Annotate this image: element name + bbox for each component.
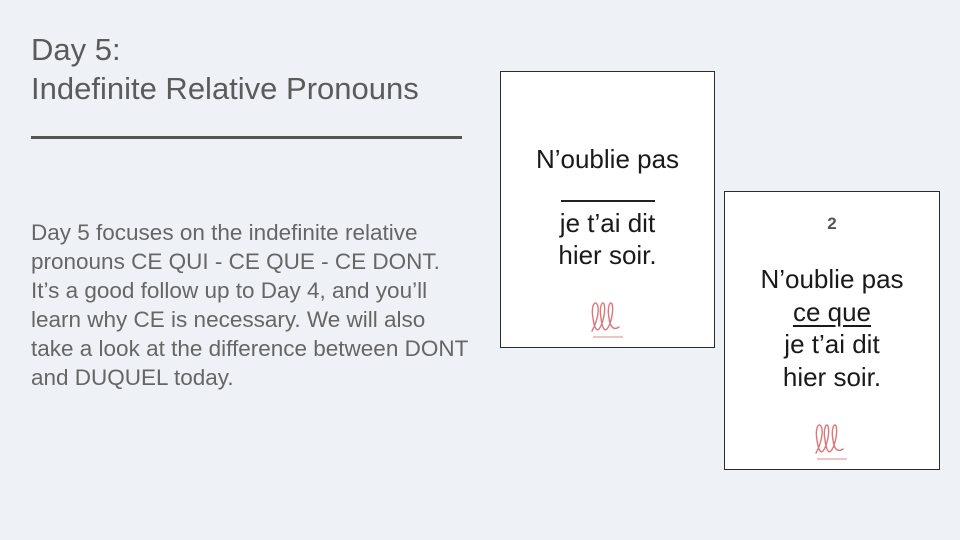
flashcard-blank (500, 71, 715, 348)
title-divider (31, 136, 462, 139)
flashcard-answer-row (725, 296, 939, 328)
flashcard-blank-line-1: N’oublie pas (535, 144, 680, 174)
slide-body-text: Day 5 focuses on the indefinite relative pronouns CE QUI - CE QUE - CE DONT. It’s a good follow up to Day 4, and you’ll learn why CE is necessary. We will also take a look at the difference between DONT and DUQUEL today. (31, 220, 468, 390)
slide-title-line-1: Day 5: (31, 32, 121, 67)
script-lll-logo-icon (583, 296, 633, 342)
flashcard-answer-line-1: N’oublie pas (760, 264, 904, 294)
flashcard-answer-text: ce que (792, 297, 872, 327)
flashcard-blank-line-3: hier soir. (558, 240, 657, 270)
flashcard-answer-line-3: hier soir. (782, 362, 882, 392)
slide-title (31, 30, 419, 108)
flashcard-number: 2 (827, 214, 837, 233)
flashcard-answer-line-2: je t’ai dit (784, 329, 880, 359)
script-lll-logo-icon (807, 418, 857, 464)
fill-in-blank-line (561, 200, 655, 202)
slide-title-line-2: Indefinite Relative Pronouns (31, 71, 419, 106)
flashcard-answer (724, 191, 940, 470)
flashcard-blank-line-2: je t’ai dit (559, 208, 656, 238)
